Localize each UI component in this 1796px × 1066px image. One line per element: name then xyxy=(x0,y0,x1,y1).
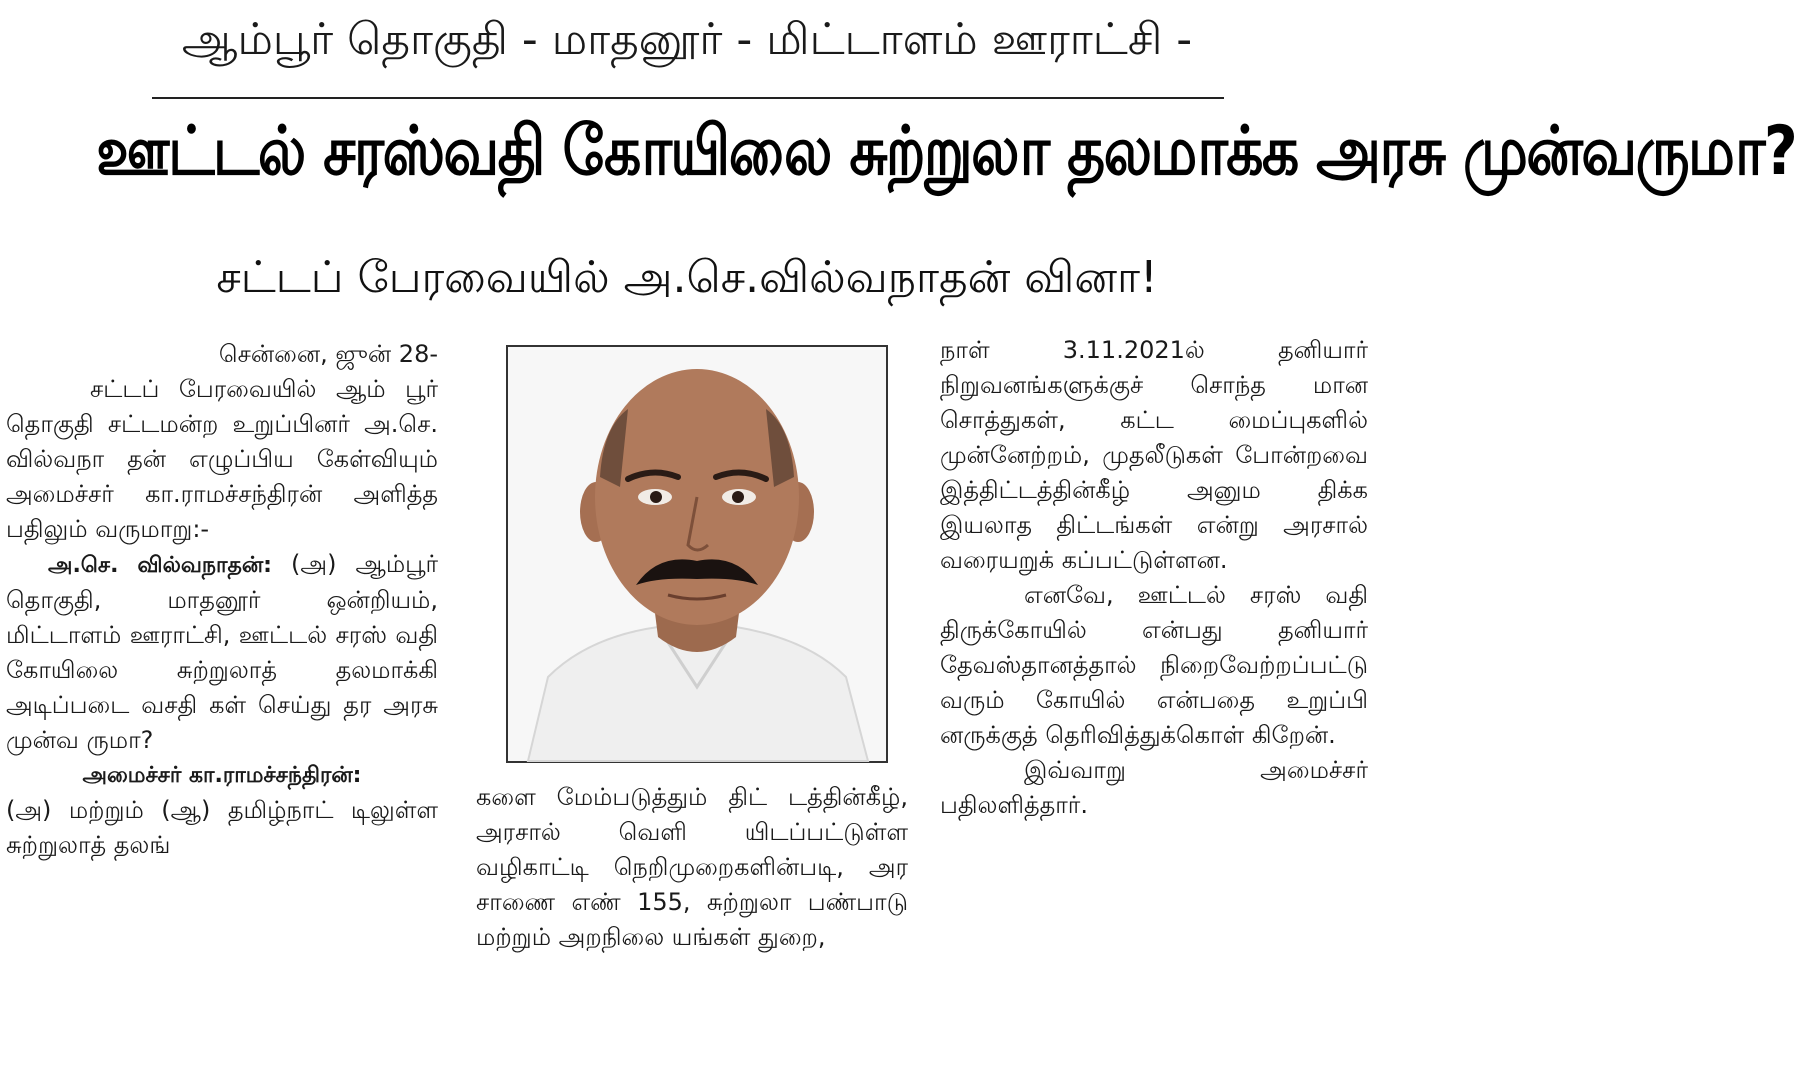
article-column-1 xyxy=(6,337,438,863)
subheadline: சட்டப் பேரவையில் அ.செ.வில்வநாதன் வினா! xyxy=(216,252,1158,303)
intro-paragraph: சட்டப் பேரவையில் ஆம் பூர் தொகுதி சட்டமன்ற உறுப்பினர் அ.செ. வில்வநா தன் எழுப்பிய கேள்வியும் அமைச்சர் கா.ராமச்சந்திரன் அளித்த பதிலும் வருமாறு:- xyxy=(6,375,438,543)
conclusion-paragraph: எனவே, ஊட்டல் சரஸ் வதி திருக்கோயில் என்பது தனியார் தேவஸ்தானத்தால் நிறைவேற்றப்பட்டு வரும் கோயில் என்பதை உறுப்பி னருக்குத் தெரிவித்துக்கொள் கிறேன். xyxy=(940,581,1368,749)
kicker-rule xyxy=(152,97,1224,99)
portrait-photo xyxy=(506,345,888,763)
headline: ஊட்டல் சரஸ்வதி கோயிலை சுற்றுலா தலமாக்க அரசு முன்வருமா? xyxy=(96,112,1796,191)
kicker-line: ஆம்பூர் தொகுதி - மாதனூர் - மிட்டாளம் ஊராட்சி - xyxy=(181,14,1193,65)
speaker-name-mla: அ.செ. வில்வநாதன்: xyxy=(48,553,272,578)
portrait-image xyxy=(508,347,886,761)
answer-paragraph-end: நாள் 3.11.2021ல் தனியார் நிறுவனங்களுக்குச் சொந்த மான சொத்துகள், கட்ட மைப்புகளில் முன்னேற்றம், முதலீடுகள் போன்றவை இத்திட்டத்தின்கீழ் அனும திக்க இயலாத திட்டங்கள் என்று அரசால் வரையறுக் கப்பட்டுள்ளன. xyxy=(940,336,1368,574)
article-column-2 xyxy=(476,780,908,955)
article-column-3 xyxy=(940,333,1368,823)
question-text: (அ) ஆம்பூர் தொகுதி, மாதனூர் ஒன்றியம், மிட்டாளம் ஊராட்சி, ஊட்டல் சரஸ் வதி கோயிலை சுற்றுலாத் தலமாக்கி அடிப்படை வசதி கள் செய்து தர அரசு முன்வ ருமா? xyxy=(6,550,439,754)
dateline: சென்னை, ஜுன் 28- xyxy=(218,340,438,368)
question-paragraph xyxy=(6,547,438,758)
answer-paragraph-start: (அ) மற்றும் (ஆ) தமிழ்நாட் டிலுள்ள சுற்றுலாத் தலங் xyxy=(6,796,438,859)
closing-line: இவ்வாறு அமைச்சர் பதிலளித்தார். xyxy=(940,756,1368,819)
speaker-name-minister: அமைச்சர் கா.ராமச்சந்திரன்: xyxy=(82,763,362,788)
answer-paragraph-middle: களை மேம்படுத்தும் திட் டத்தின்கீழ், அரசால் வெளி யிடப்பட்டுள்ள வழிகாட்டி நெறிமுறைகளின்படி, அர சாணை எண் 155, சுற்றுலா பண்பாடு மற்றும் அறநிலை யங்கள் துறை, xyxy=(476,783,908,951)
